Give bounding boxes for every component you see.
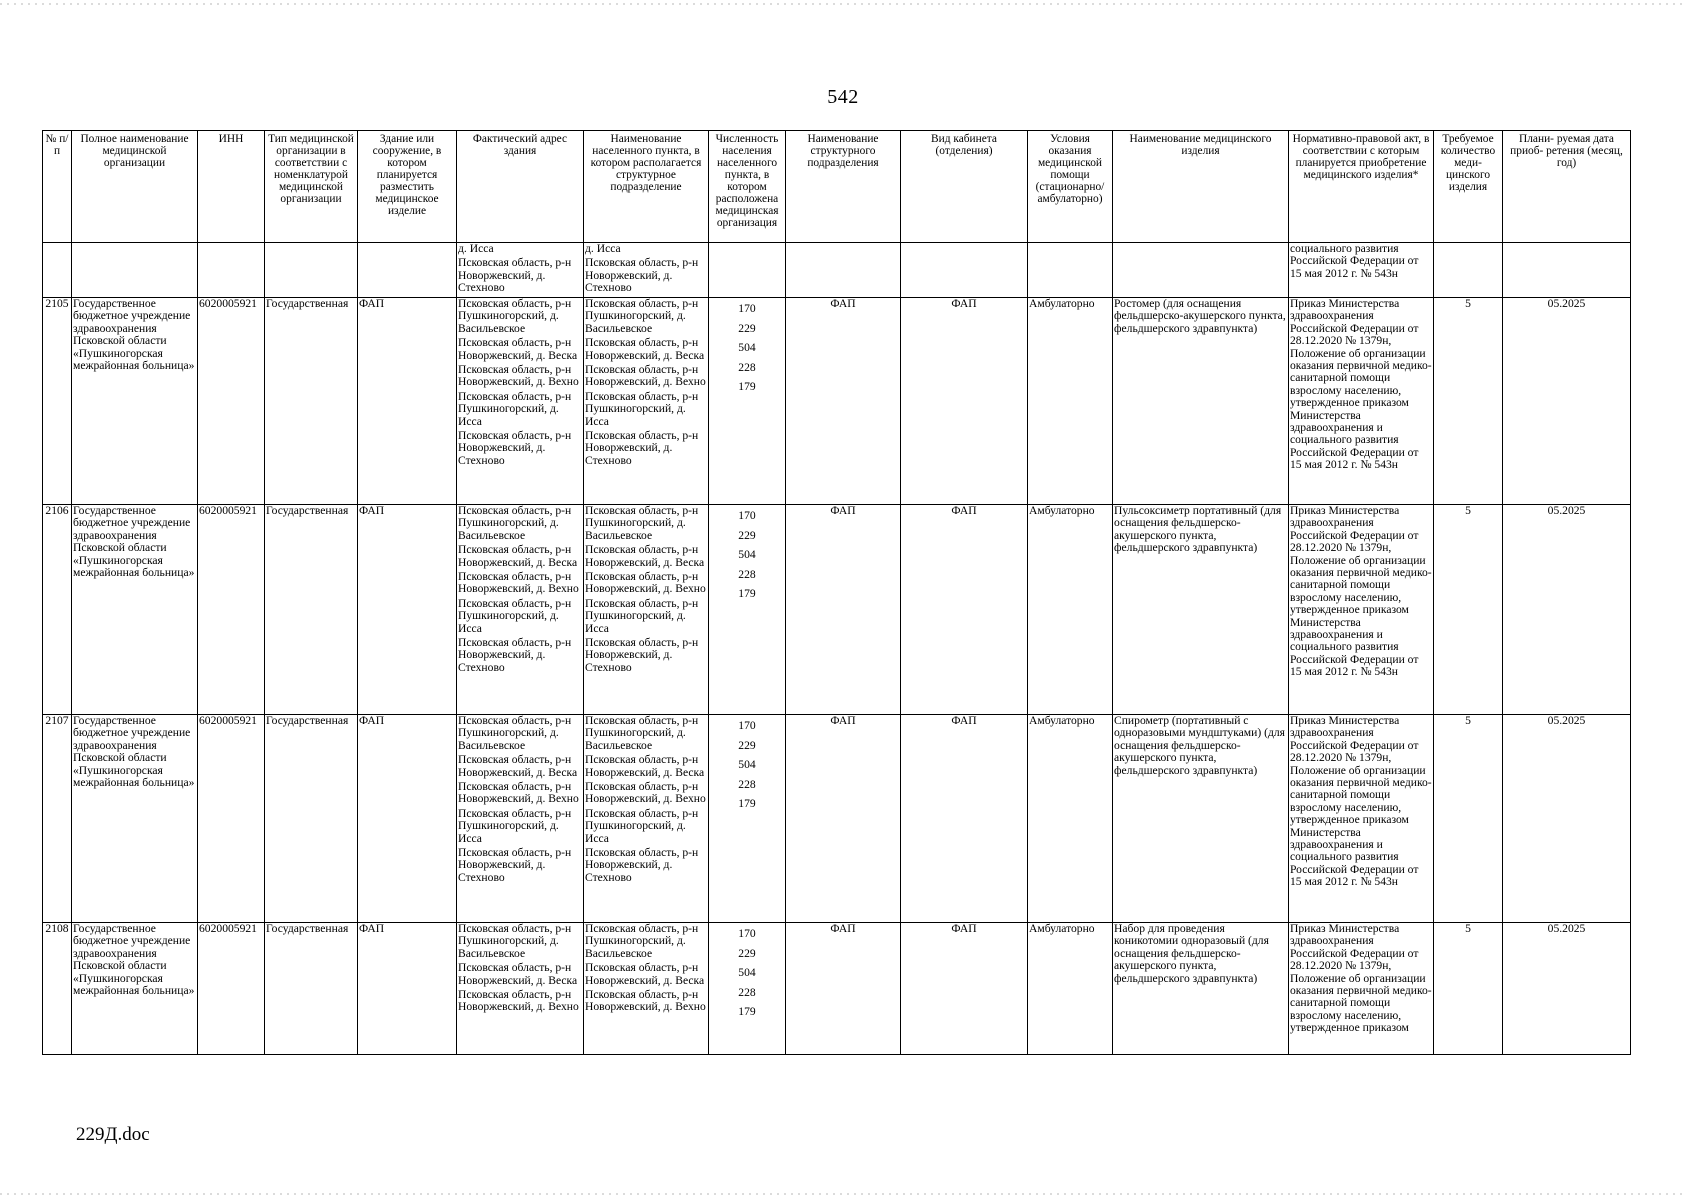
header-cell: Наименование медицинского изделия bbox=[1113, 131, 1289, 243]
unit-cell: ФАП bbox=[786, 505, 901, 715]
settlement-text: Псковская область, р-н Новоржевский, д. Стехново bbox=[585, 636, 699, 674]
address-text: Псковская область, р-н Новоржевский, д. Вехно bbox=[458, 363, 579, 389]
address-text: Псковская область, р-н Пушкиногорский, д. Исса bbox=[458, 806, 572, 845]
address-cell bbox=[457, 923, 584, 1055]
footer-filename: 229Д.doc bbox=[76, 1124, 150, 1145]
table-row bbox=[43, 923, 1631, 1055]
legal-act-cell: Приказ Министерства здравоохранения Российской Федерации от 28.12.2020 № 1379н, Положение об организации оказания первичной медико-санитарной помощи взрослому населению, утвержденное приказом Министерства здравоохранения и социального развития Российской Федерации от 15 мая 2012 г. № 543н bbox=[1289, 715, 1434, 923]
organization-name: Государственное бюджетное учреждение здравоохранения Псковской области «Пушкиногорская межрайонная больница» bbox=[72, 505, 198, 715]
date-cell: 05.2025 bbox=[1503, 715, 1631, 923]
address-cell bbox=[457, 298, 584, 505]
address-text: д. Исса bbox=[458, 242, 494, 255]
table-row bbox=[43, 298, 1631, 505]
equipment-plan-table bbox=[42, 130, 1631, 1055]
header-cell: Здание или сооружение, в котором планируется разместить медицинское изделие bbox=[358, 131, 457, 243]
org-type-cell: Государственная bbox=[265, 923, 358, 1055]
population-value: 179 bbox=[738, 587, 756, 601]
address-text: Псковская область, р-н Новоржевский, д. Веска bbox=[458, 336, 578, 362]
address-text: Псковская область, р-н Пушкиногорский, д. Исса bbox=[458, 596, 572, 635]
address-text: Псковская область, р-н Новоржевский, д. Веска bbox=[458, 961, 578, 987]
row-number: 2107 bbox=[43, 715, 72, 923]
unit-cell: ФАП bbox=[786, 298, 901, 505]
population-value: 170 bbox=[738, 719, 756, 732]
population-cell bbox=[709, 505, 786, 715]
conditions-cell: Амбулаторно bbox=[1028, 298, 1113, 505]
address-text: Псковская область, р-н Новоржевский, д. Веска bbox=[458, 543, 578, 569]
building-cell: ФАП bbox=[358, 298, 457, 505]
population-value: 170 bbox=[738, 302, 756, 315]
table-cell bbox=[198, 243, 265, 298]
population-value: 179 bbox=[738, 797, 756, 811]
inn-cell: 6020005921 bbox=[198, 505, 265, 715]
address-cell bbox=[457, 243, 584, 298]
building-cell: ФАП bbox=[358, 715, 457, 923]
header-cell: Наименование структурного подразделения bbox=[786, 131, 901, 243]
building-cell: ФАП bbox=[358, 505, 457, 715]
inn-cell: 6020005921 bbox=[198, 715, 265, 923]
population-value: 504 bbox=[738, 758, 756, 772]
row-number: 2105 bbox=[43, 298, 72, 505]
conditions-cell: Амбулаторно bbox=[1028, 505, 1113, 715]
settlement-cell bbox=[584, 715, 709, 923]
header-cell: Плани- руемая дата приоб- ретения (месяц, год) bbox=[1503, 131, 1631, 243]
population-value: 179 bbox=[738, 380, 756, 394]
table-cell bbox=[1434, 243, 1503, 298]
unit-cell: ФАП bbox=[786, 923, 901, 1055]
cabinet-cell: ФАП bbox=[901, 923, 1028, 1055]
settlement-cell bbox=[584, 505, 709, 715]
settlement-text: Псковская область, р-н Новоржевский, д. Стехново bbox=[585, 429, 699, 467]
row-number: 2106 bbox=[43, 505, 72, 715]
address-text: Псковская область, р-н Новоржевский, д. Вехно bbox=[458, 570, 579, 596]
address-cell bbox=[457, 715, 584, 923]
population-value: 229 bbox=[738, 738, 756, 752]
device-name-cell: Набор для проведения коникотомии одноразовый (для оснащения фельдшерско-акушерского пункта, фельдшерского здравпункта) bbox=[1113, 923, 1289, 1055]
device-name-cell: Ростомер (для оснащения фельдшерско-акушерского пункта, фельдшерского здравпункта) bbox=[1113, 298, 1289, 505]
table-cell bbox=[901, 243, 1028, 298]
address-text: Псковская область, р-н Пушкиногорский, д. Васильевское bbox=[458, 714, 572, 752]
org-type-cell: Государственная bbox=[265, 715, 358, 923]
population-value: 229 bbox=[738, 946, 756, 960]
header-cell: Фактический адрес здания bbox=[457, 131, 584, 243]
population-value: 228 bbox=[738, 777, 756, 791]
settlement-text: Псковская область, р-н Новоржевский, д. Веска bbox=[585, 961, 705, 987]
table-cell bbox=[786, 243, 901, 298]
settlement-text: Псковская область, р-н Пушкиногорский, д. Васильевское bbox=[585, 297, 699, 335]
legal-act-cell: Приказ Министерства здравоохранения Российской Федерации от 28.12.2020 № 1379н, Положение об организации оказания первичной медико-санитарной помощи взрослому населению, утвержденное приказом bbox=[1289, 923, 1434, 1055]
header-cell: Полное наименование медицинской организации bbox=[72, 131, 198, 243]
address-text: Псковская область, р-н Новоржевский, д. Стехново bbox=[458, 429, 572, 467]
table-cell bbox=[358, 243, 457, 298]
org-type-cell: Государственная bbox=[265, 505, 358, 715]
table-cell bbox=[265, 243, 358, 298]
settlement-text: Псковская область, р-н Пушкиногорский, д. Васильевское bbox=[585, 922, 699, 960]
continuation-row bbox=[43, 243, 1631, 298]
settlement-text: Псковская область, р-н Новоржевский, д. Вехно bbox=[585, 780, 706, 806]
population-value: 504 bbox=[738, 341, 756, 355]
settlement-text: Псковская область, р-н Пушкиногорский, д. Исса bbox=[585, 806, 699, 845]
address-text: Псковская область, р-н Пушкиногорский, д. Васильевское bbox=[458, 504, 572, 542]
population-value: 504 bbox=[738, 966, 756, 980]
header-cell: Тип медицинской организации в соответствии с номенклатурой медицинской организации bbox=[265, 131, 358, 243]
settlement-text: Псковская область, р-н Новоржевский, д. Стехново bbox=[585, 256, 699, 295]
settlement-cell bbox=[584, 243, 709, 298]
conditions-cell: Амбулаторно bbox=[1028, 923, 1113, 1055]
table-cell bbox=[1503, 243, 1631, 298]
organization-name: Государственное бюджетное учреждение здравоохранения Псковской области «Пушкиногорская межрайонная больница» bbox=[72, 298, 198, 505]
settlement-text: Псковская область, р-н Пушкиногорский, д. Васильевское bbox=[585, 714, 699, 752]
date-cell: 05.2025 bbox=[1503, 505, 1631, 715]
org-type-cell: Государственная bbox=[265, 298, 358, 505]
header-cell: Вид кабинета (отделения) bbox=[901, 131, 1028, 243]
scan-edge-top bbox=[0, 3, 1686, 5]
legal-act-cell: социального развития Российской Федерации от 15 мая 2012 г. № 543н bbox=[1289, 243, 1434, 298]
table-cell bbox=[1028, 243, 1113, 298]
table-row bbox=[43, 715, 1631, 923]
cabinet-cell: ФАП bbox=[901, 505, 1028, 715]
inn-cell: 6020005921 bbox=[198, 298, 265, 505]
population-value: 229 bbox=[738, 528, 756, 542]
settlement-text: Псковская область, р-н Новоржевский, д. Вехно bbox=[585, 570, 706, 596]
conditions-cell: Амбулаторно bbox=[1028, 715, 1113, 923]
building-cell: ФАП bbox=[358, 923, 457, 1055]
cabinet-cell: ФАП bbox=[901, 715, 1028, 923]
address-text: Псковская область, р-н Новоржевский, д. Стехново bbox=[458, 846, 572, 884]
table-cell bbox=[709, 243, 786, 298]
settlement-text: Псковская область, р-н Новоржевский, д. Вехно bbox=[585, 988, 706, 1014]
settlement-text: Псковская область, р-н Пушкиногорский, д. Васильевское bbox=[585, 504, 699, 542]
scan-edge-bottom bbox=[0, 1193, 1686, 1195]
header-cell: № п/п bbox=[43, 131, 72, 243]
inn-cell: 6020005921 bbox=[198, 923, 265, 1055]
address-text: Псковская область, р-н Новоржевский, д. Вехно bbox=[458, 988, 579, 1014]
address-cell bbox=[457, 505, 584, 715]
population-value: 179 bbox=[738, 1005, 756, 1019]
address-text: Псковская область, р-н Пушкиногорский, д. Васильевское bbox=[458, 297, 572, 335]
settlement-text: Псковская область, р-н Пушкиногорский, д. Исса bbox=[585, 389, 699, 428]
settlement-cell bbox=[584, 298, 709, 505]
table-cell bbox=[1113, 243, 1289, 298]
population-cell bbox=[709, 715, 786, 923]
header-cell: Нормативно-правовой акт, в соответствии с которым планируется приобретение медицинского изделия* bbox=[1289, 131, 1434, 243]
table-row bbox=[43, 505, 1631, 715]
header-cell: Условия оказания медицинской помощи (стационарно/ амбулаторно) bbox=[1028, 131, 1113, 243]
address-text: Псковская область, р-н Пушкиногорский, д. Васильевское bbox=[458, 922, 572, 960]
settlement-cell bbox=[584, 923, 709, 1055]
date-cell: 05.2025 bbox=[1503, 923, 1631, 1055]
settlement-text: д. Исса bbox=[585, 242, 621, 255]
legal-act-cell: Приказ Министерства здравоохранения Российской Федерации от 28.12.2020 № 1379н, Положение об организации оказания первичной медико-санитарной помощи взрослому населению, утвержденное приказом Министерства здравоохранения и социального развития Российской Федерации от 15 мая 2012 г. № 543н bbox=[1289, 298, 1434, 505]
settlement-text: Псковская область, р-н Пушкиногорский, д. Исса bbox=[585, 596, 699, 635]
device-name-cell: Спирометр (портативный с одноразовыми мундштуками) (для оснащения фельдшерско-акушерского пункта, фельдшерского здравпункта) bbox=[1113, 715, 1289, 923]
unit-cell: ФАП bbox=[786, 715, 901, 923]
quantity-cell: 5 bbox=[1434, 298, 1503, 505]
population-value: 228 bbox=[738, 360, 756, 374]
organization-name: Государственное бюджетное учреждение здравоохранения Псковской области «Пушкиногорская межрайонная больница» bbox=[72, 923, 198, 1055]
population-value: 228 bbox=[738, 985, 756, 999]
header-cell: Наименование населенного пункта, в котором располагается структурное подразделение bbox=[584, 131, 709, 243]
settlement-text: Псковская область, р-н Новоржевский, д. Веска bbox=[585, 336, 705, 362]
header-cell: Требуемое количество меди- цинского изделия bbox=[1434, 131, 1503, 243]
settlement-text: Псковская область, р-н Новоржевский, д. Вехно bbox=[585, 363, 706, 389]
device-name-cell: Пульсоксиметр портативный (для оснащения фельдшерско-акушерского пункта, фельдшерского здравпункта) bbox=[1113, 505, 1289, 715]
legal-act-cell: Приказ Министерства здравоохранения Российской Федерации от 28.12.2020 № 1379н, Положение об организации оказания первичной медико-санитарной помощи взрослому населению, утвержденное приказом Министерства здравоохранения и социального развития Российской Федерации от 15 мая 2012 г. № 543н bbox=[1289, 505, 1434, 715]
page-number: 542 bbox=[827, 86, 859, 108]
population-value: 170 bbox=[738, 927, 756, 940]
settlement-text: Псковская область, р-н Новоржевский, д. Веска bbox=[585, 543, 705, 569]
quantity-cell: 5 bbox=[1434, 923, 1503, 1055]
population-value: 170 bbox=[738, 509, 756, 522]
address-text: Псковская область, р-н Новоржевский, д. Вехно bbox=[458, 780, 579, 806]
settlement-text: Псковская область, р-н Новоржевский, д. Стехново bbox=[585, 846, 699, 884]
date-cell: 05.2025 bbox=[1503, 298, 1631, 505]
population-value: 228 bbox=[738, 567, 756, 581]
table-cell bbox=[43, 243, 72, 298]
quantity-cell: 5 bbox=[1434, 505, 1503, 715]
cabinet-cell: ФАП bbox=[901, 298, 1028, 505]
population-value: 504 bbox=[738, 548, 756, 562]
table-header-row bbox=[43, 131, 1631, 243]
address-text: Псковская область, р-н Пушкиногорский, д. Исса bbox=[458, 389, 572, 428]
address-text: Псковская область, р-н Новоржевский, д. Веска bbox=[458, 753, 578, 779]
settlement-text: Псковская область, р-н Новоржевский, д. Веска bbox=[585, 753, 705, 779]
quantity-cell: 5 bbox=[1434, 715, 1503, 923]
population-cell bbox=[709, 923, 786, 1055]
header-cell: ИНН bbox=[198, 131, 265, 243]
address-text: Псковская область, р-н Новоржевский, д. Стехново bbox=[458, 256, 572, 295]
row-number: 2108 bbox=[43, 923, 72, 1055]
address-text: Псковская область, р-н Новоржевский, д. Стехново bbox=[458, 636, 572, 674]
header-cell: Численность населения населенного пункта, в котором расположена медицинская организация bbox=[709, 131, 786, 243]
table-cell bbox=[72, 243, 198, 298]
population-value: 229 bbox=[738, 321, 756, 335]
organization-name: Государственное бюджетное учреждение здравоохранения Псковской области «Пушкиногорская межрайонная больница» bbox=[72, 715, 198, 923]
population-cell bbox=[709, 298, 786, 505]
